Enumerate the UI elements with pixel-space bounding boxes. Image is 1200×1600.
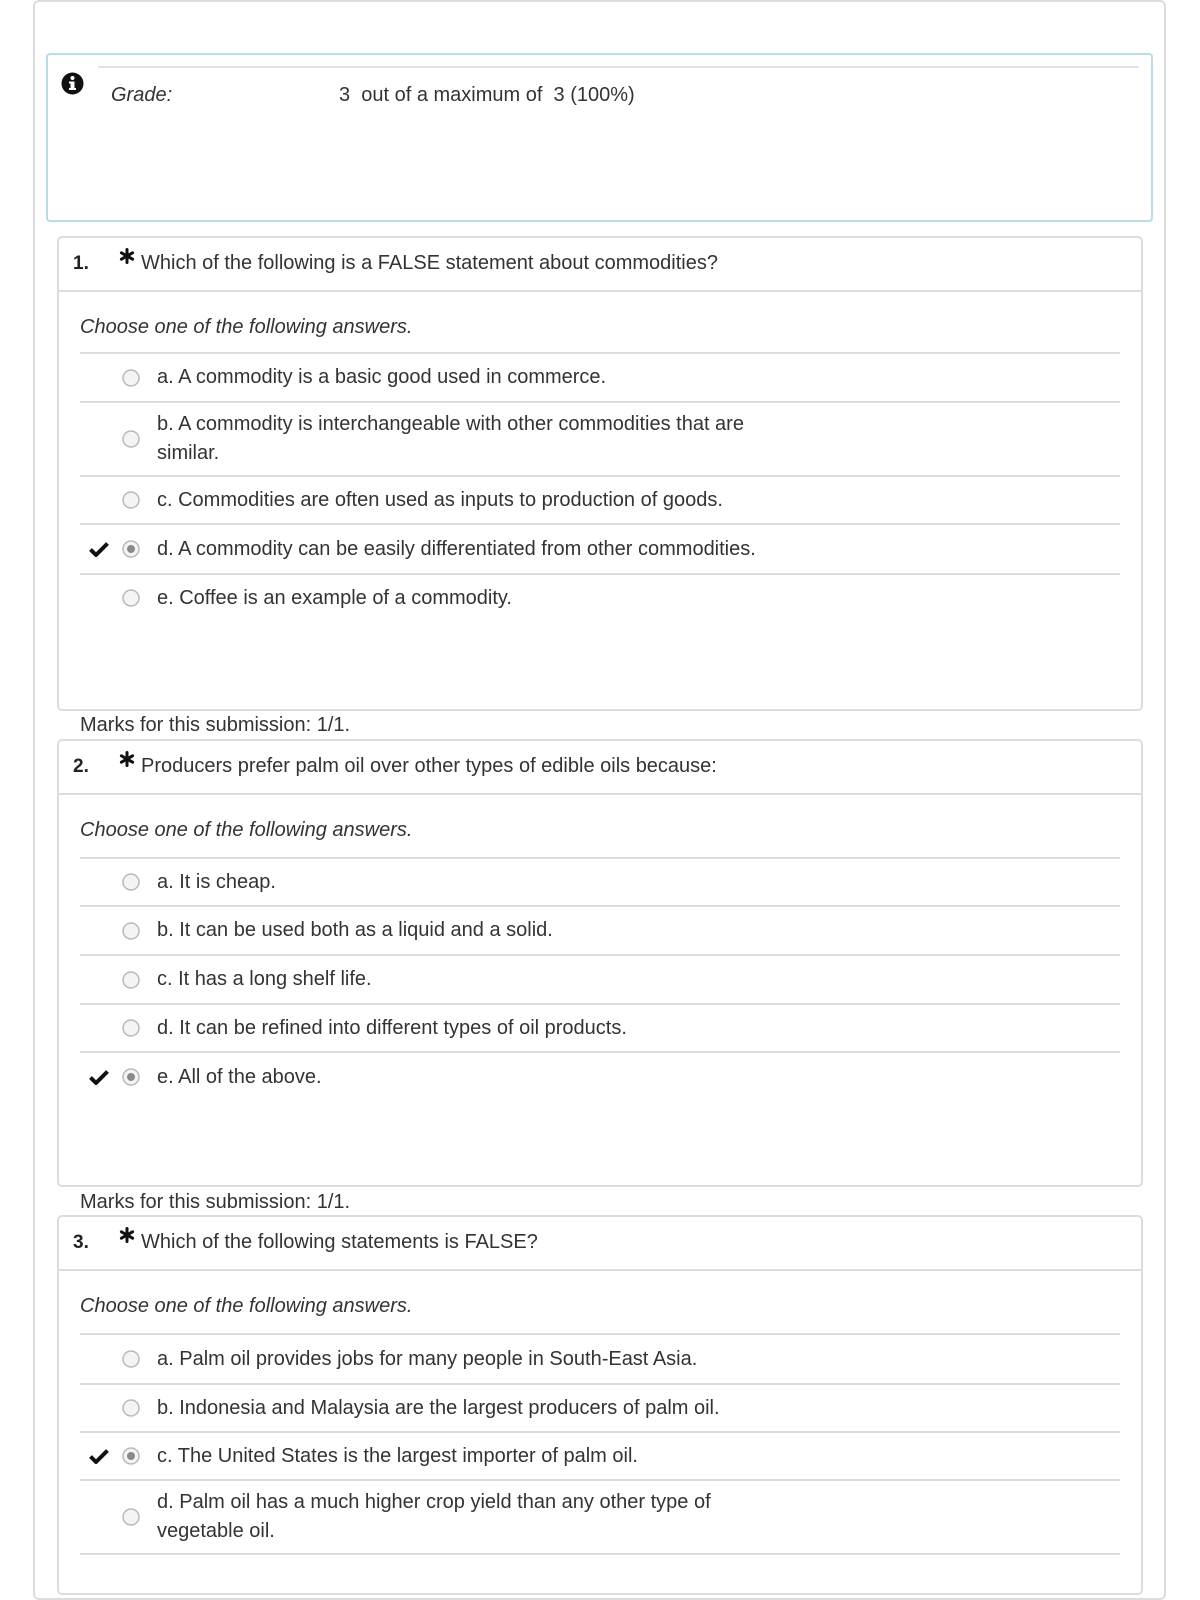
question-text: Which of the following statements is FALSE?	[141, 1231, 538, 1253]
question-card-1	[57, 236, 1143, 736]
question-number: 1.	[73, 253, 89, 274]
answer-label: d. It can be refined into different types of oil products.	[157, 1016, 627, 1039]
answer-option-b[interactable]	[80, 1385, 1120, 1433]
question-card-3	[57, 1215, 1143, 1595]
asterisk-icon	[119, 248, 135, 264]
answer-label: e. Coffee is an example of a commodity.	[157, 586, 512, 609]
asterisk-icon	[119, 751, 135, 767]
question-instruction: Choose one of the following answers.	[80, 292, 1120, 354]
question-number: 2.	[73, 756, 89, 777]
answer-option-a[interactable]	[80, 1335, 1120, 1385]
answer-option-c[interactable]	[80, 477, 1120, 525]
answer-option-c[interactable]	[80, 1433, 1120, 1481]
answer-option-e[interactable]	[80, 1053, 1120, 1101]
radio-button[interactable]	[122, 873, 140, 891]
answer-option-d[interactable]	[80, 1481, 1120, 1555]
radio-button[interactable]	[122, 491, 140, 509]
question-text: Producers prefer palm oil over other types of edible oils because:	[141, 755, 717, 777]
answer-label: a. It is cheap.	[157, 870, 276, 893]
question-instruction: Choose one of the following answers.	[80, 795, 1120, 859]
grade-label: Grade:	[111, 84, 173, 106]
checkmark-icon	[89, 1069, 109, 1085]
answer-label: d. A commodity can be easily differentiated from other commodities.	[157, 537, 756, 560]
question-card-2	[57, 739, 1143, 1213]
answer-option-d[interactable]	[80, 525, 1120, 575]
radio-button[interactable]	[122, 1508, 140, 1526]
question-header	[59, 238, 1141, 292]
answer-label: b. A commodity is interchangeable with other commodities that are similar.	[157, 413, 744, 464]
radio-button[interactable]	[122, 1350, 140, 1368]
answer-label: a. Palm oil provides jobs for many people in South-East Asia.	[157, 1347, 698, 1370]
question-header	[59, 1217, 1141, 1271]
asterisk-icon	[119, 1227, 135, 1243]
answer-option-b[interactable]	[80, 907, 1120, 956]
question-text: Which of the following is a FALSE statement about commodities?	[141, 252, 718, 274]
answer-label: b. It can be used both as a liquid and a solid.	[157, 919, 553, 941]
radio-button-selected[interactable]	[122, 540, 140, 558]
radio-button-selected[interactable]	[122, 1068, 140, 1086]
radio-button[interactable]	[122, 922, 140, 940]
answer-label: c. Commodities are often used as inputs to production of goods.	[157, 488, 723, 511]
checkmark-icon	[89, 541, 109, 557]
answer-option-a[interactable]	[80, 354, 1120, 403]
divider	[98, 66, 1139, 68]
radio-button[interactable]	[122, 971, 140, 989]
answer-label: d. Palm oil has a much higher crop yield than any other type of vegetable oil.	[157, 1491, 711, 1542]
marks-text: Marks for this submission: 1/1.	[80, 714, 351, 736]
radio-button[interactable]	[122, 589, 140, 607]
answer-option-b[interactable]	[80, 403, 1120, 477]
question-number: 3.	[73, 1232, 89, 1253]
radio-button[interactable]	[122, 1399, 140, 1417]
answer-label: a. A commodity is a basic good used in commerce.	[157, 366, 607, 388]
answer-option-d[interactable]	[80, 1005, 1120, 1053]
answer-label: c. The United States is the largest importer of palm oil.	[157, 1444, 638, 1467]
question-instruction: Choose one of the following answers.	[80, 1271, 1120, 1335]
radio-button-selected[interactable]	[122, 1447, 140, 1465]
checkmark-icon	[89, 1448, 109, 1464]
radio-button[interactable]	[122, 369, 140, 387]
answer-option-a[interactable]	[80, 859, 1120, 907]
answer-label: e. All of the above.	[157, 1065, 322, 1088]
answer-label: c. It has a long shelf life.	[157, 968, 372, 990]
grade-summary-box	[46, 53, 1153, 222]
question-header	[59, 741, 1141, 795]
answer-option-c[interactable]	[80, 956, 1120, 1005]
radio-button[interactable]	[122, 1019, 140, 1037]
answer-option-e[interactable]	[80, 575, 1120, 621]
marks-text: Marks for this submission: 1/1.	[80, 1191, 351, 1213]
grade-value: 3 out of a maximum of 3 (100%)	[339, 84, 635, 106]
radio-button[interactable]	[122, 430, 140, 448]
answer-label: b. Indonesia and Malaysia are the largest producers of palm oil.	[157, 1396, 720, 1419]
info-circle-icon	[61, 72, 84, 95]
